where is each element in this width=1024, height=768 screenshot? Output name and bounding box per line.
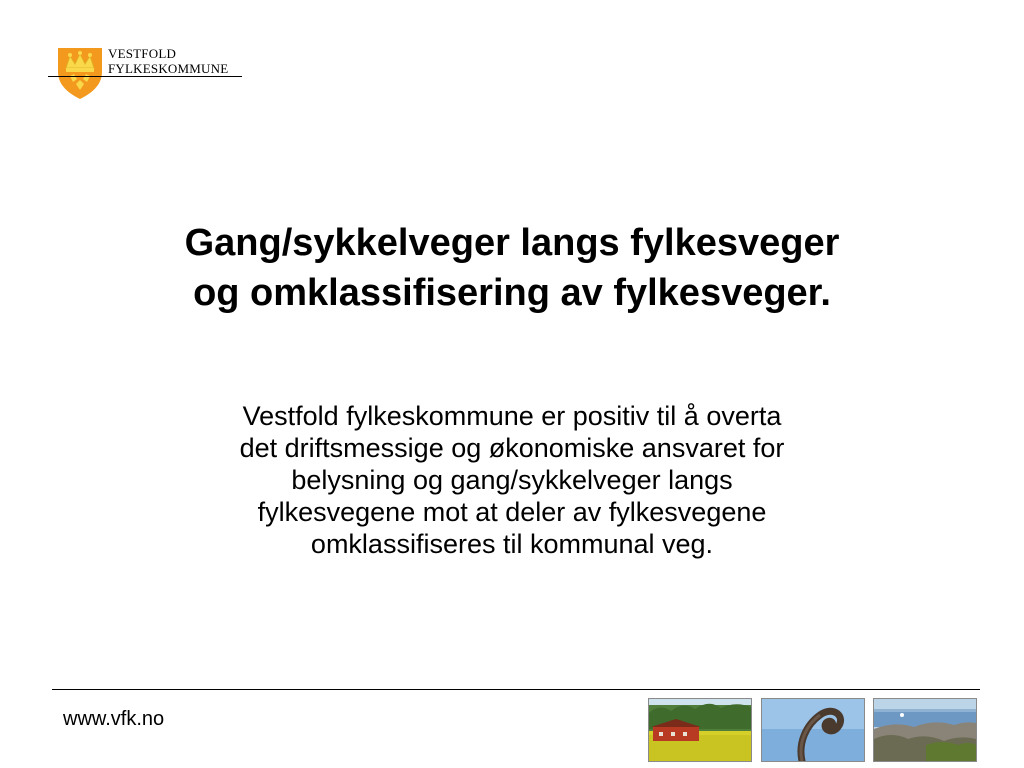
footer-divider [52, 689, 980, 690]
logo-underline [48, 76, 242, 77]
coast-photo [873, 698, 977, 762]
vfk-logo [48, 44, 248, 100]
sculpture-photo [761, 698, 865, 762]
farm-photo [648, 698, 752, 762]
body-line: belysning og gang/sykkelveger langs [291, 465, 733, 495]
footer-url-link[interactable]: www.vfk.no [63, 708, 165, 730]
title-line-2: og omklassifisering av fylkesveger. [193, 272, 831, 314]
logo-line2: FYLKESKOMMUNE [108, 61, 229, 76]
slide-title [60, 218, 964, 318]
title-line-1: Gang/sykkelveger langs fylkesveger [184, 222, 840, 264]
logo-wordmark [108, 47, 228, 75]
body-line: Vestfold fylkeskommune er positiv til å overta [242, 401, 782, 431]
body-line: fylkesvegene mot at deler av fylkesvegene [257, 497, 767, 527]
logo-line1: VESTFOLD [108, 46, 177, 61]
shield-icon [56, 46, 104, 100]
body-line: det driftsmessige og økonomiske ansvaret for [239, 433, 785, 463]
body-line: omklassifiseres til kommunal veg. [310, 529, 714, 559]
slide-body [150, 400, 874, 560]
